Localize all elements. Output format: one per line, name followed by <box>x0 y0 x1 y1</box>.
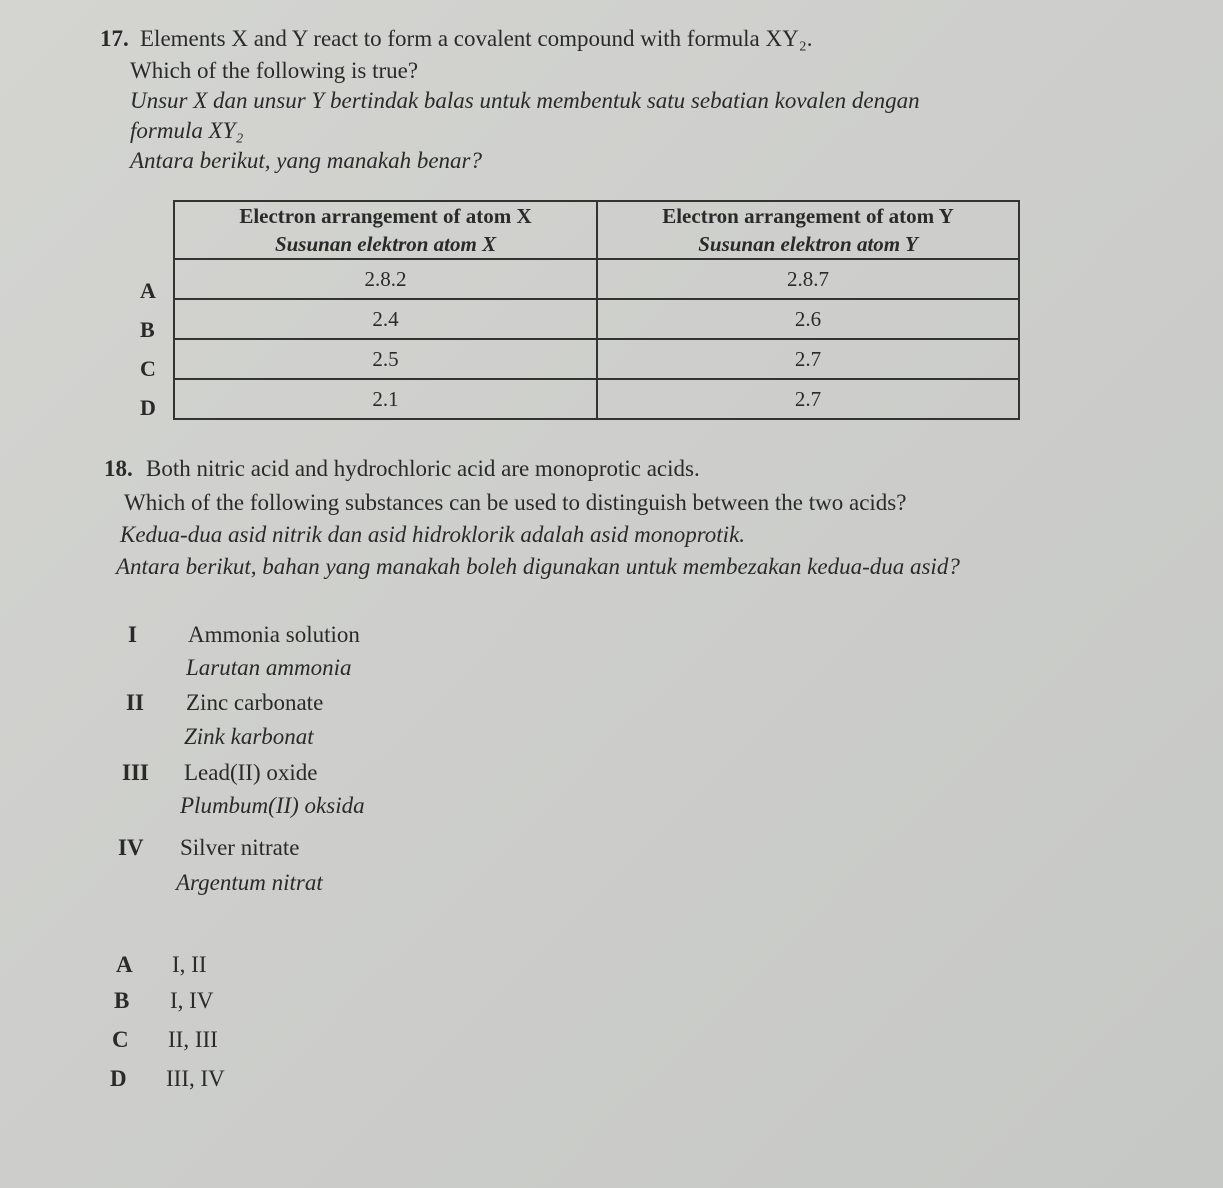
option-label[interactable]: C <box>140 356 156 381</box>
question-text-en: Both nitric acid and hydrochloric acid are monoprotic acids. <box>146 456 700 481</box>
item-numeral: IV <box>118 835 144 860</box>
item-text-ms: Argentum nitrat <box>176 870 323 895</box>
cell-x: 2.1 <box>174 379 597 419</box>
option-text[interactable]: I, IV <box>170 988 214 1013</box>
question-text-ms: formula XY₂ <box>130 118 244 143</box>
cell-y: 2.6 <box>597 299 1019 339</box>
table-row <box>174 299 1019 339</box>
item-text-ms: Zink karbonat <box>184 724 314 749</box>
option-letter[interactable]: B <box>114 988 130 1013</box>
option-text[interactable]: II, III <box>168 1027 218 1052</box>
option-letter[interactable]: C <box>112 1027 129 1052</box>
question-text-ms: Kedua-dua asid nitrik dan asid hidroklorik adalah asid monoprotik. <box>120 522 746 547</box>
table-header-x <box>174 201 597 259</box>
item-text-en: Ammonia solution <box>188 622 360 647</box>
item-text-ms: Larutan ammonia <box>186 655 352 680</box>
item-numeral: I <box>128 622 137 647</box>
item-numeral: III <box>122 760 149 785</box>
electron-arrangement-table <box>173 200 1020 420</box>
option-label[interactable]: D <box>140 395 156 420</box>
option-label[interactable]: A <box>140 278 156 303</box>
option-label[interactable]: B <box>140 317 155 342</box>
cell-x: 2.5 <box>174 339 597 379</box>
table-header-y <box>597 201 1019 259</box>
header-ms: Susunan elektron atom Y <box>698 232 918 256</box>
header-ms: Susunan elektron atom X <box>274 232 497 256</box>
table-row <box>174 339 1019 379</box>
header-en: Electron arrangement of atom X <box>239 204 532 228</box>
item-text-en: Zinc carbonate <box>186 690 324 715</box>
question-text-ms: Antara berikut, bahan yang manakah boleh digunakan untuk membezakan kedua-dua asid? <box>116 554 960 579</box>
question-text-ms: Antara berikut, yang manakah benar? <box>130 148 482 173</box>
item-text-en: Silver nitrate <box>180 835 300 860</box>
question-number: 18. <box>104 456 133 481</box>
cell-x: 2.8.2 <box>174 259 597 299</box>
cell-y: 2.7 <box>597 339 1019 379</box>
cell-x: 2.4 <box>174 299 597 339</box>
table-row <box>174 259 1019 299</box>
cell-y: 2.7 <box>597 379 1019 419</box>
option-letter[interactable]: D <box>110 1066 127 1091</box>
question-text-en: Elements X and Y react to form a covalent compound with formula XY₂. <box>140 26 813 51</box>
option-text[interactable]: I, II <box>172 952 207 977</box>
item-text-ms: Plumbum(II) oksida <box>180 793 365 818</box>
question-text-ms: Unsur X dan unsur Y bertindak balas untuk membentuk satu sebatian kovalen dengan <box>130 88 920 113</box>
option-text[interactable]: III, IV <box>166 1066 225 1091</box>
question-text-en: Which of the following substances can be used to distinguish between the two acids? <box>124 490 907 515</box>
question-number: 17. <box>100 26 129 51</box>
question-text-en: Which of the following is true? <box>130 58 419 83</box>
table-row <box>174 379 1019 419</box>
header-en: Electron arrangement of atom Y <box>662 204 954 228</box>
option-letter[interactable]: A <box>116 952 133 977</box>
item-text-en: Lead(II) oxide <box>184 760 318 785</box>
cell-y: 2.8.7 <box>597 259 1019 299</box>
item-numeral: II <box>126 690 144 715</box>
